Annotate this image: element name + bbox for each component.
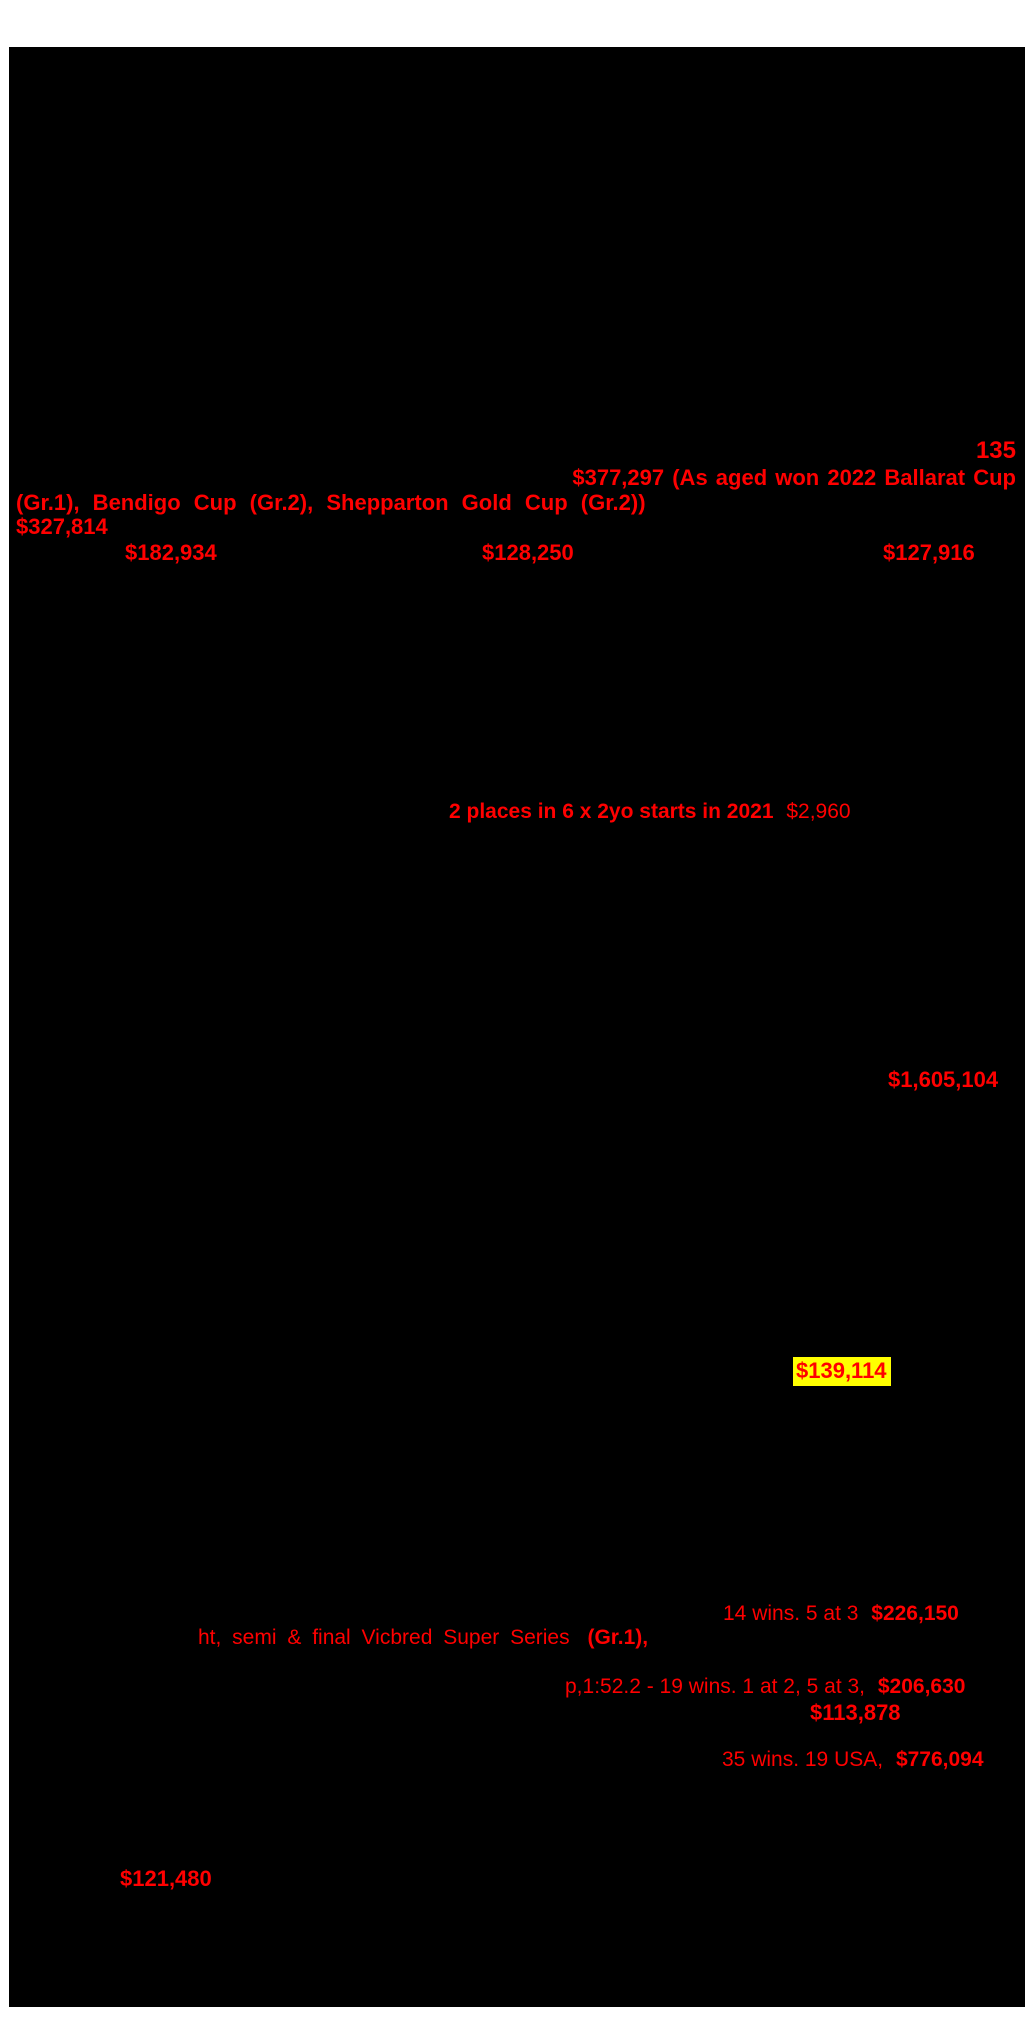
earnings-amount-a: $327,814 (16, 514, 108, 539)
page-content-area (9, 47, 1025, 2007)
race-record-text: p,1:52.2 - 19 wins. 1 at 2, 5 at 3, (565, 1675, 866, 1698)
wins-line-1 (723, 1603, 959, 1624)
wins-line-1-amount: $226,150 (871, 1602, 959, 1625)
series-line (198, 1627, 648, 1648)
series-line-grade: (Gr.1), (587, 1626, 649, 1649)
usa-wins-amount: $776,094 (895, 1748, 984, 1771)
juvenile-record-text: 2 places in 6 x 2yo starts in 2021 (449, 800, 774, 823)
races-line: (Gr.1), Bendigo Cup (Gr.2), Shepparton Gold Cup (Gr.2)) (16, 490, 646, 515)
row-amount-2: $128,250 (482, 540, 574, 565)
juvenile-record-line (449, 801, 851, 822)
lot-number: 135 (975, 437, 1016, 464)
wins-line-1-record: 14 wins. 5 at 3 (723, 1602, 859, 1625)
earnings-amount-b: $113,878 (810, 1700, 901, 1725)
highlighted-amount: $139,114 (793, 1357, 891, 1386)
usa-wins-record: 35 wins. 19 USA, (722, 1748, 884, 1771)
race-record-line (565, 1676, 965, 1697)
earnings-amount-c: $121,480 (120, 1866, 212, 1891)
big-earnings-amount: $1,605,104 (888, 1067, 999, 1092)
earnings-clause-line: $377,297 (As aged won 2022 Ballarat Cup (572, 465, 1016, 490)
series-line-text: ht, semi & final Vicbred Super Series (198, 1626, 570, 1649)
juvenile-record-amount: $2,960 (786, 800, 851, 823)
row-amount-1: $182,934 (125, 540, 217, 565)
row-amount-3: $127,916 (883, 540, 975, 565)
usa-wins-line (722, 1749, 984, 1770)
race-record-amount: $206,630 (877, 1675, 966, 1698)
